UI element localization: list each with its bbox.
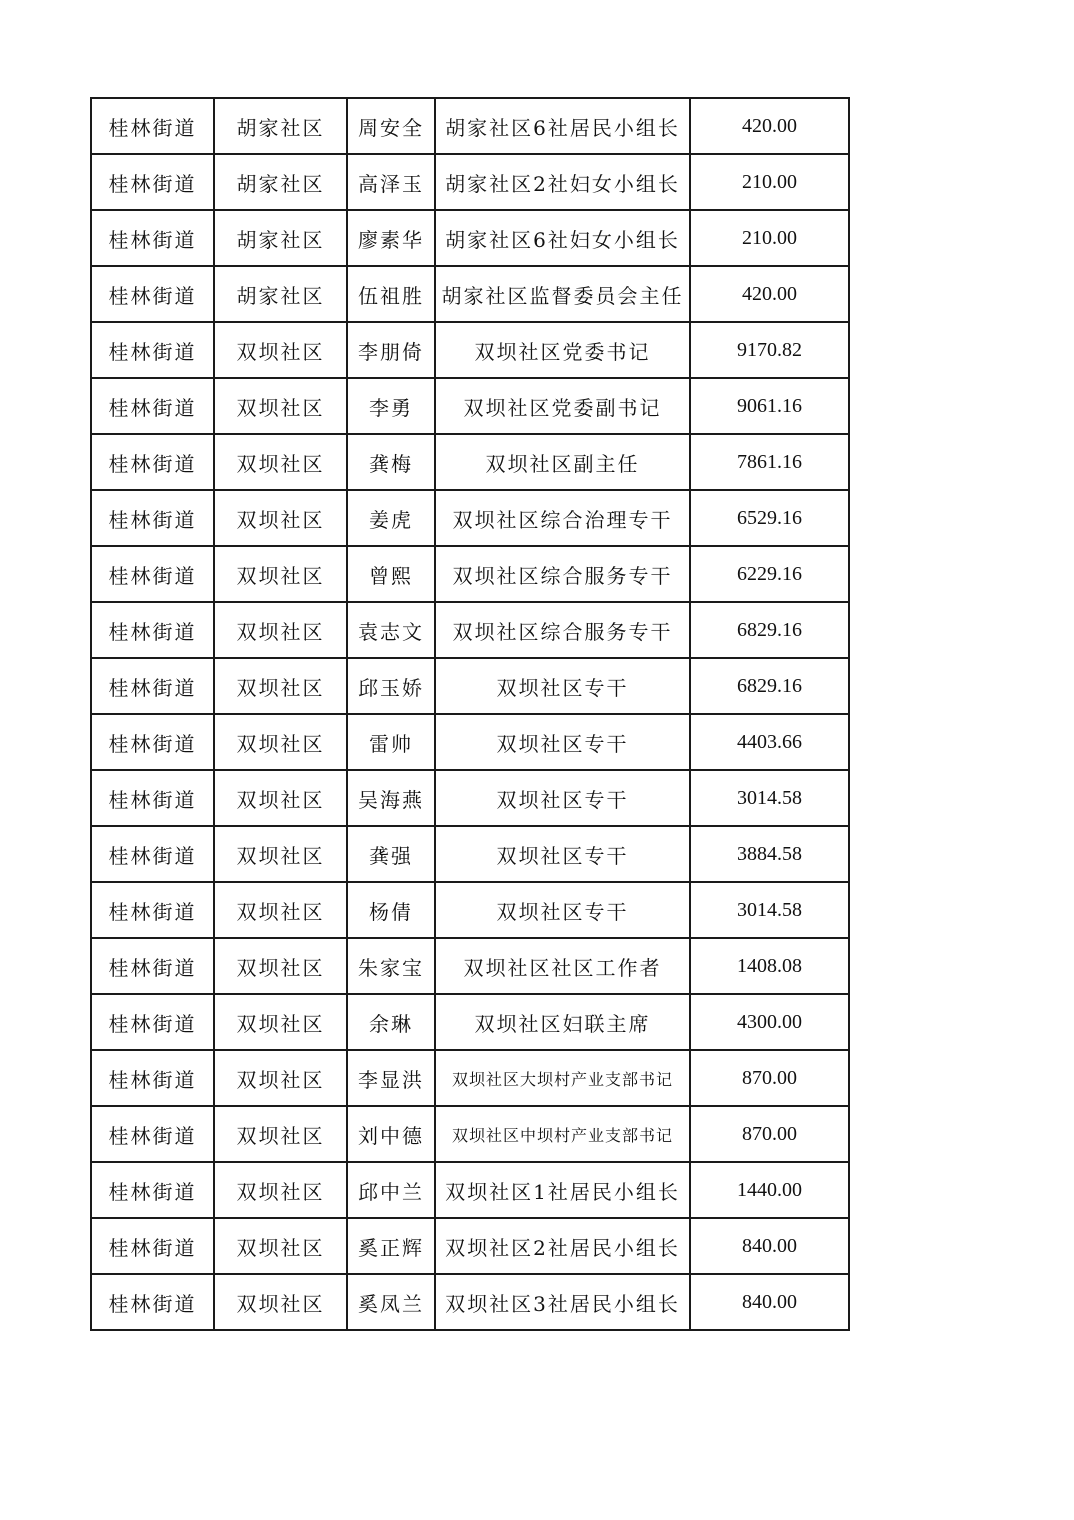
community-cell: 双坝社区 xyxy=(214,490,347,546)
street-cell: 桂林街道 xyxy=(91,658,214,714)
name-cell: 邱中兰 xyxy=(347,1162,435,1218)
table-row xyxy=(91,434,849,490)
position-cell: 双坝社区专干 xyxy=(435,826,690,882)
street-cell: 桂林街道 xyxy=(91,322,214,378)
position-cell: 双坝社区综合治理专干 xyxy=(435,490,690,546)
position-cell: 双坝社区专干 xyxy=(435,882,690,938)
table-row xyxy=(91,658,849,714)
table-row xyxy=(91,938,849,994)
table-row xyxy=(91,210,849,266)
community-cell: 胡家社区 xyxy=(214,98,347,154)
community-cell: 双坝社区 xyxy=(214,1106,347,1162)
name-cell: 李朋倚 xyxy=(347,322,435,378)
name-cell: 李显洪 xyxy=(347,1050,435,1106)
name-cell: 高泽玉 xyxy=(347,154,435,210)
community-cell: 双坝社区 xyxy=(214,658,347,714)
name-cell: 吴海燕 xyxy=(347,770,435,826)
table-row xyxy=(91,266,849,322)
community-cell: 双坝社区 xyxy=(214,434,347,490)
street-cell: 桂林街道 xyxy=(91,1106,214,1162)
street-cell: 桂林街道 xyxy=(91,1218,214,1274)
position-cell: 双坝社区专干 xyxy=(435,714,690,770)
table-row xyxy=(91,770,849,826)
amount-cell: 840.00 xyxy=(690,1218,849,1274)
amount-cell: 6829.16 xyxy=(690,602,849,658)
table-row xyxy=(91,882,849,938)
position-cell: 双坝社区妇联主席 xyxy=(435,994,690,1050)
community-cell: 双坝社区 xyxy=(214,1274,347,1330)
position-cell: 双坝社区综合服务专干 xyxy=(435,546,690,602)
community-cell: 胡家社区 xyxy=(214,266,347,322)
name-cell: 周安全 xyxy=(347,98,435,154)
amount-cell: 4403.66 xyxy=(690,714,849,770)
community-cell: 双坝社区 xyxy=(214,882,347,938)
table-row xyxy=(91,1274,849,1330)
name-cell: 邱玉娇 xyxy=(347,658,435,714)
community-cell: 双坝社区 xyxy=(214,1218,347,1274)
street-cell: 桂林街道 xyxy=(91,938,214,994)
amount-cell: 3884.58 xyxy=(690,826,849,882)
amount-cell: 870.00 xyxy=(690,1106,849,1162)
position-cell: 胡家社区6社居民小组长 xyxy=(435,98,690,154)
amount-cell: 210.00 xyxy=(690,210,849,266)
amount-cell: 6529.16 xyxy=(690,490,849,546)
name-cell: 廖素华 xyxy=(347,210,435,266)
position-cell: 胡家社区6社妇女小组长 xyxy=(435,210,690,266)
table-row xyxy=(91,1106,849,1162)
community-cell: 双坝社区 xyxy=(214,602,347,658)
position-cell: 双坝社区副主任 xyxy=(435,434,690,490)
street-cell: 桂林街道 xyxy=(91,434,214,490)
street-cell: 桂林街道 xyxy=(91,546,214,602)
community-cell: 双坝社区 xyxy=(214,1050,347,1106)
table-row xyxy=(91,826,849,882)
street-cell: 桂林街道 xyxy=(91,770,214,826)
position-cell: 双坝社区社区工作者 xyxy=(435,938,690,994)
position-cell: 双坝社区3社居民小组长 xyxy=(435,1274,690,1330)
name-cell: 龚强 xyxy=(347,826,435,882)
community-cell: 双坝社区 xyxy=(214,826,347,882)
table-row xyxy=(91,98,849,154)
name-cell: 朱家宝 xyxy=(347,938,435,994)
name-cell: 袁志文 xyxy=(347,602,435,658)
street-cell: 桂林街道 xyxy=(91,490,214,546)
street-cell: 桂林街道 xyxy=(91,994,214,1050)
name-cell: 余琳 xyxy=(347,994,435,1050)
table-row xyxy=(91,378,849,434)
name-cell: 刘中德 xyxy=(347,1106,435,1162)
street-cell: 桂林街道 xyxy=(91,378,214,434)
position-cell: 双坝社区大坝村产业支部书记 xyxy=(435,1050,690,1106)
community-cell: 双坝社区 xyxy=(214,994,347,1050)
community-cell: 双坝社区 xyxy=(214,938,347,994)
amount-cell: 9170.82 xyxy=(690,322,849,378)
name-cell: 雷帅 xyxy=(347,714,435,770)
amount-cell: 1408.08 xyxy=(690,938,849,994)
table-row xyxy=(91,602,849,658)
table-row xyxy=(91,714,849,770)
amount-cell: 3014.58 xyxy=(690,770,849,826)
amount-cell: 6829.16 xyxy=(690,658,849,714)
amount-cell: 7861.16 xyxy=(690,434,849,490)
community-cell: 双坝社区 xyxy=(214,1162,347,1218)
street-cell: 桂林街道 xyxy=(91,266,214,322)
amount-cell: 1440.00 xyxy=(690,1162,849,1218)
name-cell: 奚凤兰 xyxy=(347,1274,435,1330)
name-cell: 李勇 xyxy=(347,378,435,434)
table-row xyxy=(91,322,849,378)
community-cell: 胡家社区 xyxy=(214,154,347,210)
position-cell: 双坝社区专干 xyxy=(435,658,690,714)
name-cell: 姜虎 xyxy=(347,490,435,546)
table-row xyxy=(91,546,849,602)
position-cell: 双坝社区党委副书记 xyxy=(435,378,690,434)
street-cell: 桂林街道 xyxy=(91,1050,214,1106)
amount-cell: 3014.58 xyxy=(690,882,849,938)
street-cell: 桂林街道 xyxy=(91,154,214,210)
position-cell: 双坝社区2社居民小组长 xyxy=(435,1218,690,1274)
street-cell: 桂林街道 xyxy=(91,602,214,658)
amount-cell: 210.00 xyxy=(690,154,849,210)
community-cell: 双坝社区 xyxy=(214,770,347,826)
table-row xyxy=(91,1218,849,1274)
name-cell: 龚梅 xyxy=(347,434,435,490)
table-row xyxy=(91,1050,849,1106)
street-cell: 桂林街道 xyxy=(91,714,214,770)
name-cell: 伍祖胜 xyxy=(347,266,435,322)
street-cell: 桂林街道 xyxy=(91,98,214,154)
community-cell: 胡家社区 xyxy=(214,210,347,266)
amount-cell: 6229.16 xyxy=(690,546,849,602)
amount-cell: 420.00 xyxy=(690,98,849,154)
street-cell: 桂林街道 xyxy=(91,826,214,882)
street-cell: 桂林街道 xyxy=(91,1162,214,1218)
position-cell: 双坝社区专干 xyxy=(435,770,690,826)
community-cell: 双坝社区 xyxy=(214,378,347,434)
table-row xyxy=(91,994,849,1050)
salary-table-body xyxy=(91,98,849,1330)
table-row xyxy=(91,154,849,210)
position-cell: 双坝社区中坝村产业支部书记 xyxy=(435,1106,690,1162)
amount-cell: 4300.00 xyxy=(690,994,849,1050)
table-row xyxy=(91,1162,849,1218)
amount-cell: 840.00 xyxy=(690,1274,849,1330)
street-cell: 桂林街道 xyxy=(91,882,214,938)
position-cell: 双坝社区1社居民小组长 xyxy=(435,1162,690,1218)
amount-cell: 9061.16 xyxy=(690,378,849,434)
amount-cell: 870.00 xyxy=(690,1050,849,1106)
position-cell: 胡家社区2社妇女小组长 xyxy=(435,154,690,210)
position-cell: 胡家社区监督委员会主任 xyxy=(435,266,690,322)
street-cell: 桂林街道 xyxy=(91,210,214,266)
name-cell: 杨倩 xyxy=(347,882,435,938)
salary-table xyxy=(90,97,850,1331)
community-cell: 双坝社区 xyxy=(214,546,347,602)
amount-cell: 420.00 xyxy=(690,266,849,322)
community-cell: 双坝社区 xyxy=(214,322,347,378)
name-cell: 曾熙 xyxy=(347,546,435,602)
position-cell: 双坝社区综合服务专干 xyxy=(435,602,690,658)
table-row xyxy=(91,490,849,546)
street-cell: 桂林街道 xyxy=(91,1274,214,1330)
name-cell: 奚正辉 xyxy=(347,1218,435,1274)
community-cell: 双坝社区 xyxy=(214,714,347,770)
position-cell: 双坝社区党委书记 xyxy=(435,322,690,378)
